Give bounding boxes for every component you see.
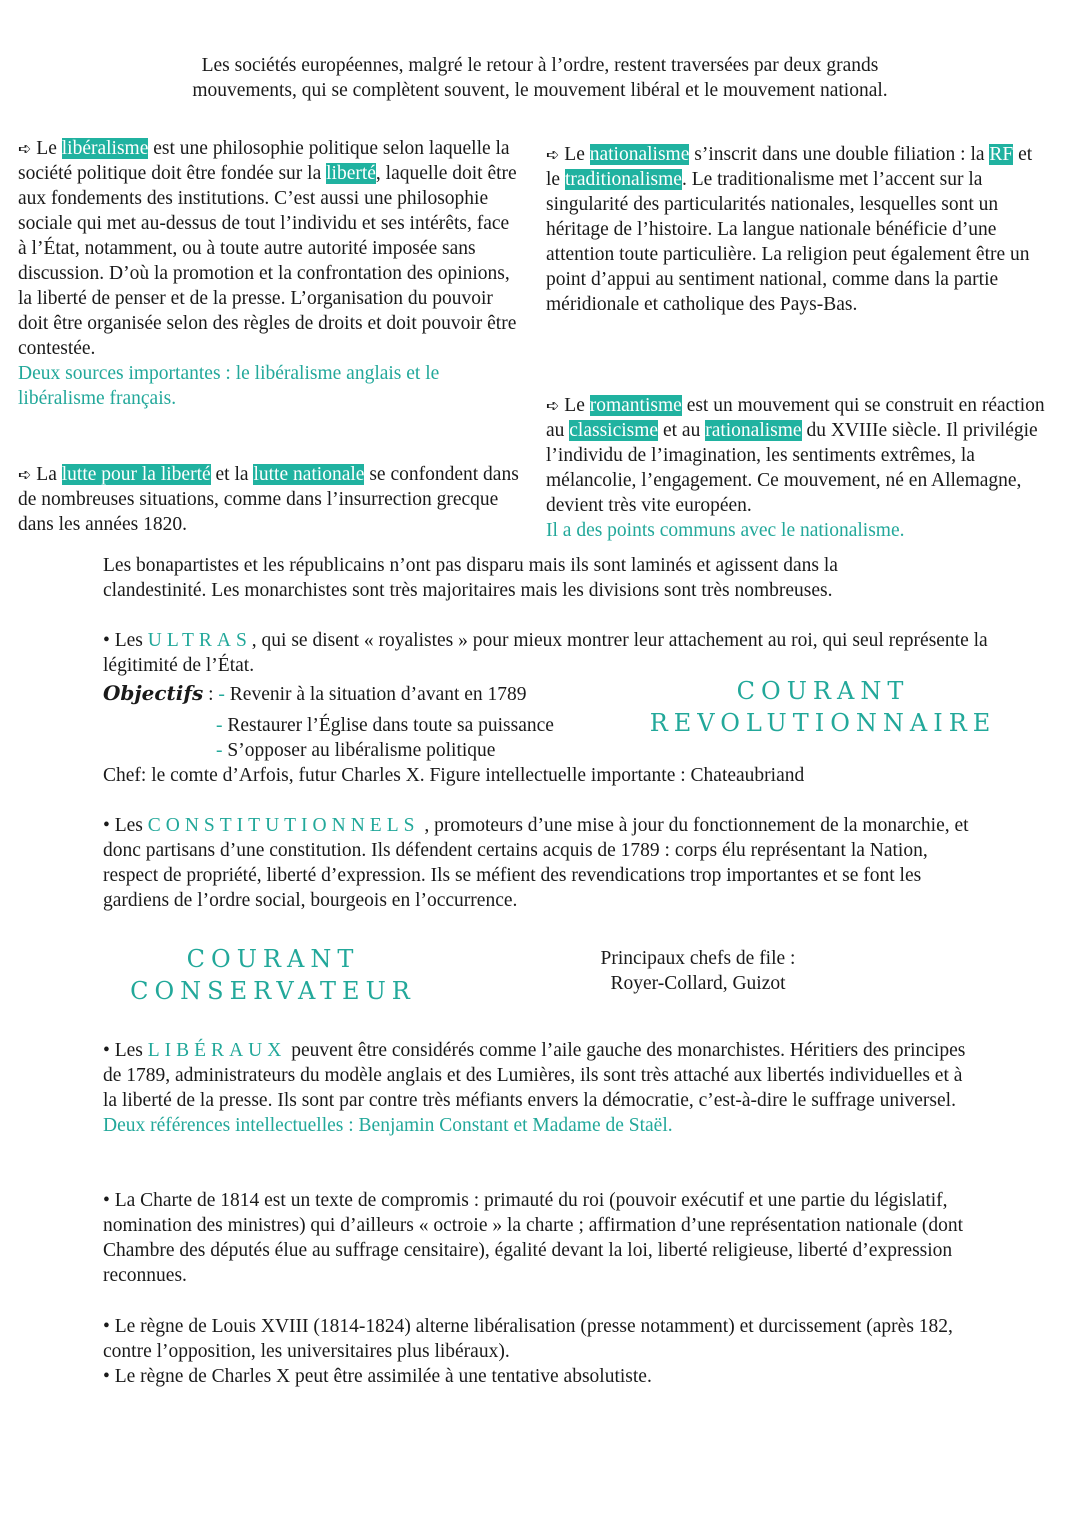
liberalisme-text: ➪ Le libéralisme est une philosophie politique selon laquelle la société politique doit être fondée sur la liberté, laquelle doit être aux fondements des institutions. C’est aussi une philosophie sociale qui met au-dessus de tout l’individu et ses intérêts, face à l’État, notamment, ou à toute autre autorité imposée sans discussion. D’où la promotion et la confrontation des opinions, la liberté de penser et de la presse. L’organisation du pouvoir doit être organisée selon des règles de droits et doit pouvoir être contestée. [18, 138, 517, 359]
arrow-right-icon: ➪ [546, 145, 560, 164]
liberaux-refs: Deux références intellectuelles : Benjamin Constant et Madame de Staël. [103, 1115, 673, 1136]
liberaux-name: LIBÉRAUX [147, 1040, 287, 1061]
liberalisme-block [18, 136, 521, 411]
term-rf: RF [989, 144, 1014, 165]
objectif-1: Revenir à la situation d’avant en 1789 [229, 684, 527, 705]
lutte-text: ➪ La lutte pour la liberté et la lutte nationale se confondent dans de nombreuses situations, comme dans l’insurrection grecque dans les années 1820. [18, 464, 519, 535]
chefs-de-file [560, 946, 836, 996]
objectif-3: S’opposer au libéralisme politique [227, 740, 496, 761]
charles-text: • Le règne de Charles X peut être assimilée à une tentative absolutiste. [103, 1366, 652, 1387]
courant-conservateur-line-1: COURANT [186, 945, 360, 973]
arrow-right-icon: ➪ [18, 139, 32, 158]
objectif-3-line: - S’opposer au libéralisme politique [216, 740, 496, 761]
objectifs-label: Objectifs [103, 681, 204, 705]
courant-revolutionnaire-line-2: REVOLUTIONNAIRE [649, 709, 997, 737]
courant-revolutionnaire [628, 675, 1018, 739]
courant-conservateur-line-2: CONSERVATEUR [130, 977, 416, 1005]
charte-text: • La Charte de 1814 est un texte de compromis : primauté du roi (pouvoir exécutif et une partie du législatif, nomination des ministres) qui d’ailleurs « octroie » la charte ; affirmation d’une représentation nationale (dont Chambre des députés élue au suffrage censitaire), égalité devant la loi, liberté religieuse, liberté d’expression reconnues. [103, 1190, 964, 1286]
lutte-block [18, 462, 521, 537]
regnes-block [103, 1314, 968, 1389]
term-romantisme: romantisme [589, 395, 682, 416]
term-lutte-liberte: lutte pour la liberté [61, 464, 211, 485]
intro [100, 53, 980, 103]
ultras-chef: Chef: le comte d’Arfois, futur Charles X. Figure intellectuelle importante : Chateaubriand [103, 765, 805, 786]
intro-line-2: mouvements, qui se complètent souvent, le mouvement libéral et le mouvement national. [192, 80, 888, 101]
term-traditionalisme: traditionalisme [564, 169, 682, 190]
partis-block [103, 553, 938, 603]
term-classicisme: classicisme [569, 420, 659, 441]
term-liberte: liberté [326, 163, 376, 184]
partis-text: Les bonapartistes et les républicains n’ont pas disparu mais ils sont laminés et agissent dans la clandestinité. Les monarchistes sont très majoritaires mais les divisions sont très nombreuses. [103, 555, 838, 601]
chefs-de-file-names: Royer-Collard, Guizot [610, 973, 786, 994]
objectif-2-line: - Restaurer l’Église dans toute sa puissance [216, 715, 554, 736]
ultras-block [103, 628, 1003, 678]
objectifs-label-line: Objectifs : - Revenir à la situation d’avant en 1789 [103, 681, 527, 705]
romantisme-text: ➪ Le romantisme est un mouvement qui se construit en réaction au classicisme et au rationalisme du XVIIIe siècle. Il privilégie l’individu de l’imagination, les sentiments extrêmes, la mélancolie, l’engagement. Ce mouvement, né en Allemagne, devient très vite européen. [546, 395, 1045, 516]
term-nationalisme: nationalisme [589, 144, 690, 165]
louis-text: • Le règne de Louis XVIII (1814-1824) alterne libéralisation (presse notamment) et durcissement (après 182, contre l’opposition, les universitaires plus libéraux). [103, 1316, 953, 1362]
ultras-name: ULTRAS [147, 630, 252, 651]
nationalisme-block [546, 142, 1048, 317]
romantisme-note: Il a des points communs avec le nationalisme. [546, 520, 905, 541]
term-liberalisme: libéralisme [61, 138, 149, 159]
constitutionnels-block [103, 813, 973, 913]
arrow-right-icon: ➪ [18, 465, 32, 484]
constitutionnels-name: CONSTITUTIONNELS [147, 815, 420, 836]
arrow-right-icon: ➪ [546, 396, 560, 415]
romantisme-block [546, 393, 1051, 543]
constitutionnels-text: • Les CONSTITUTIONNELS , promoteurs d’une mise à jour du fonctionnement de la monarchie, et donc partisans d’une constitution. Ils défendent certains acquis de 1789 : corps élu représentant la Nation, respect de propriété, liberté d’expression. Ils se méfient des revendications trop importantes et se font les gardiens de l’ordre social, bourgeois en l’occurrence. [103, 815, 969, 911]
liberaux-block [103, 1038, 968, 1138]
liberaux-text: • Les LIBÉRAUX peuvent être considérés comme l’aile gauche des monarchistes. Héritiers des principes de 1789, administrateurs du modèle anglais et des Lumières, ils sont très attaché aux libertés individuelles et à la liberté de la presse. Ils sont par contre très méfiants envers la démocratie, c’est-à-dire le suffrage universel. Deux références intellectuelles : Benjamin Constant et Madame de Staël. [103, 1040, 966, 1136]
term-rationalisme: rationalisme [705, 420, 802, 441]
nationalisme-text: ➪ Le nationalisme s’inscrit dans une double filiation : la RF et le traditionalisme. Le traditionalisme met l’accent sur la singularité des particularités nationales, lesquelles sont un héritage de l’histoire. La langue nationale bénéficie d’une attention toute particulière. La religion peut également être un point d’appui au sentiment national, comme dans la partie méridionale et catholique des Pays-Bas. [546, 144, 1033, 315]
chefs-de-file-label: Principaux chefs de file : [600, 948, 796, 969]
liberalisme-sources: Deux sources importantes : le libéralisme anglais et le libéralisme français. [18, 363, 440, 409]
courant-conservateur [108, 943, 438, 1007]
term-lutte-nationale: lutte nationale [253, 464, 365, 485]
intro-line-1: Les sociétés européennes, malgré le retour à l’ordre, restent traversées par deux grands [201, 55, 879, 76]
ultras-text: • Les ULTRAS, qui se disent « royalistes » pour mieux montrer leur attachement au roi, qui seul représente la légitimité de l’État. [103, 630, 988, 676]
courant-revolutionnaire-line-1: COURANT [736, 677, 910, 705]
charte-block [103, 1188, 968, 1288]
objectif-2: Restaurer l’Église dans toute sa puissance [227, 715, 554, 736]
